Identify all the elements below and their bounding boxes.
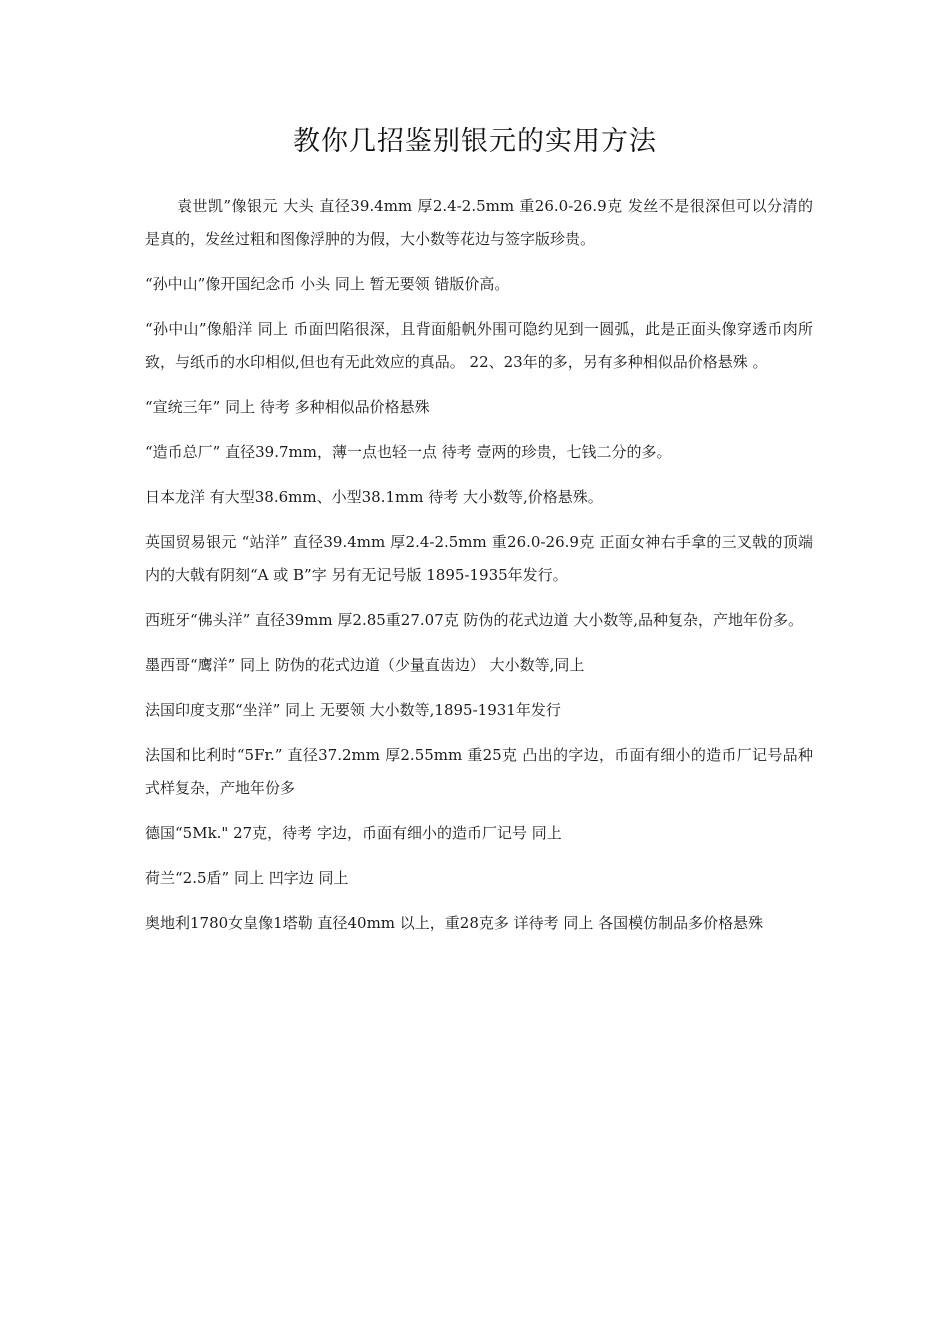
page-title: 教你几招鉴别银元的实用方法 — [293, 126, 657, 157]
paragraph-netherlands: 荷兰“2.5盾” 同上 凹字边 同上 — [145, 869, 349, 887]
paragraph-sun-junk: “孙中山”像船洋 同上 币面凹陷很深，且背面船帆外围可隐约见到一圆弧，此是正面头像穿透币肉所致，与纸币的水印相似,但也有无此效应的真品。 22、23年的多，另有多种相似品价格悬殊 。 — [145, 320, 813, 371]
paragraph-france-belgium: 法国和比利时“5Fr.” 直径37.2mm 厚2.55mm 重25克 凸出的字边，币面有细小的造币厂记号品种式样复杂，产地年份多 — [145, 746, 813, 797]
paragraph-austria: 奥地利1780女皇像1塔勒 直径40mm 以上，重28克多 详待考 同上 各国模仿制品多价格悬殊 — [145, 914, 764, 932]
paragraph-spain: 西班牙“佛头洋” 直径39mm 厚2.85重27.07克 防伪的花式边道 大小数等,品种复杂，产地年份多。 — [145, 611, 804, 629]
paragraph-central-mint: “造币总厂” 直径39.7mm，薄一点也轻一点 待考 壹两的珍贵，七钱二分的多。 — [145, 443, 672, 461]
paragraph-japan-dragon: 日本龙洋 有大型38.6mm、小型38.1mm 待考 大小数等,价格悬殊。 — [145, 488, 603, 506]
paragraph-mexico: 墨西哥“鹰洋” 同上 防伪的花式边道（少量直齿边） 大小数等,同上 — [145, 656, 585, 674]
document-body — [145, 190, 813, 952]
paragraph-sun-small-head: “孙中山”像开国纪念币 小头 同上 暂无要领 错版价高。 — [145, 275, 510, 293]
paragraph-british-trade-dollar: 英国贸易银元 “站洋” 直径39.4mm 厚2.4-2.5mm 重26.0-26.9克 正面女神右手拿的三叉戟的顶端内的大戟有阴刻“A 或 B”字 另有无记号版 1895-1935年发行。 — [145, 533, 813, 584]
paragraph-germany: 德国“5Mk." 27克，待考 字边，币面有细小的造币厂记号 同上 — [145, 824, 562, 842]
paragraph-indochina: 法国印度支那“坐洋” 同上 无要领 大小数等,1895-1931年发行 — [145, 701, 561, 719]
paragraph-yuan-shikai: 袁世凯”像银元 大头 直径39.4mm 厚2.4-2.5mm 重26.0-26.9克 发丝不是很深但可以分清的是真的，发丝过粗和图像浮肿的为假，大小数等花边与签字版珍贵。 — [145, 197, 813, 248]
paragraph-xuantong: “宣统三年” 同上 待考 多种相似品价格悬殊 — [145, 398, 430, 416]
